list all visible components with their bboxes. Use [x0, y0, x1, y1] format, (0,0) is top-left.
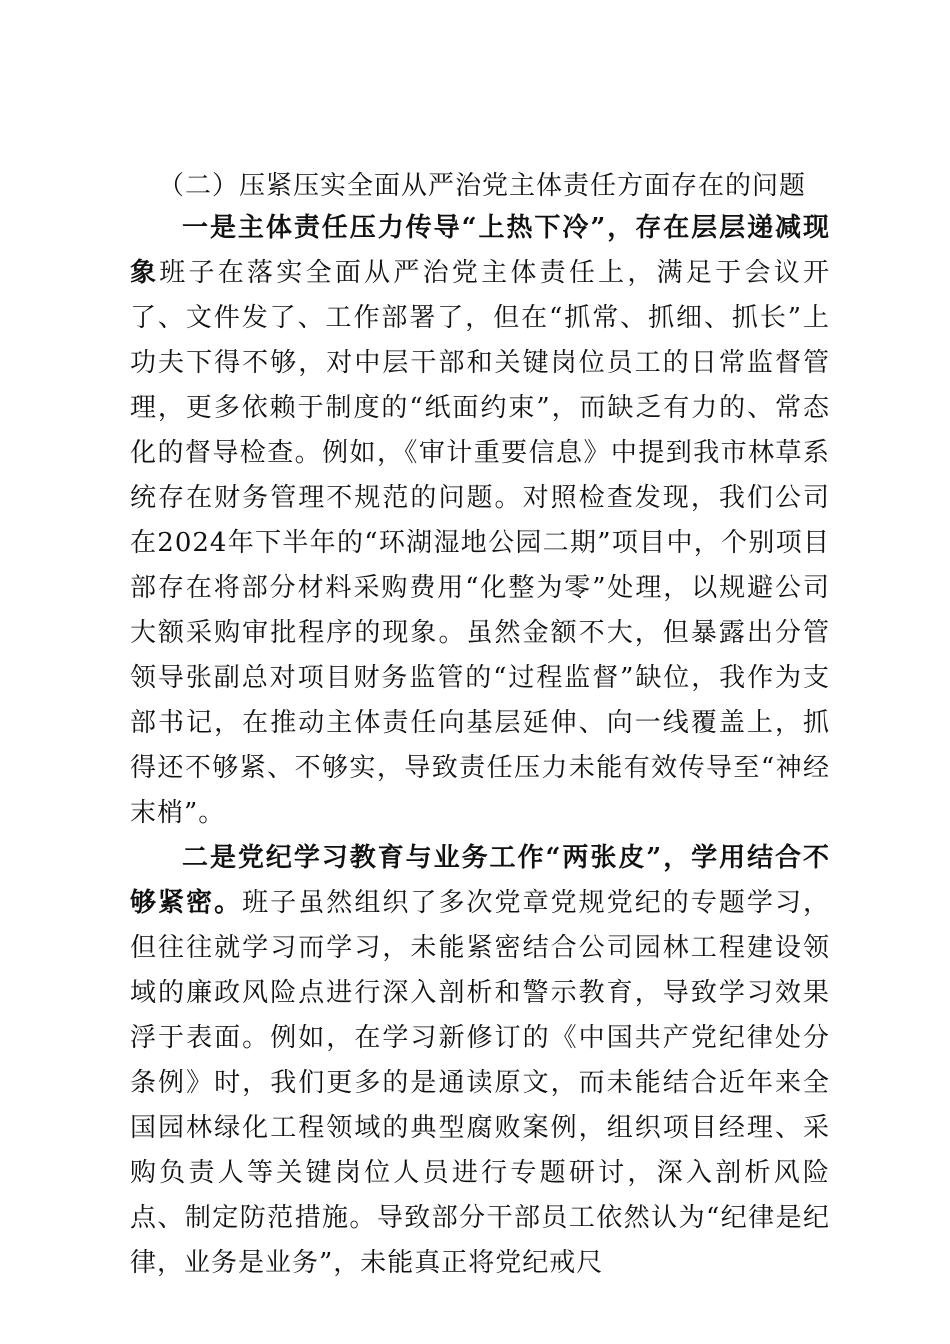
- paragraph-1: [130, 206, 830, 836]
- document-body: [130, 166, 830, 1286]
- paragraph-2: [130, 836, 830, 1286]
- section-heading: （二）压紧压实全面从严治党主体责任方面存在的问题: [158, 171, 807, 201]
- paragraph-1-lead: 一是主体责任压力传导“上热下冷”，存在层层递减现象: [130, 213, 830, 288]
- paragraph-1-body: 班子在落实全面从严治党主体责任上，满足于会议开了、文件发了、工作部署了，但在“抓常、抓细、抓长”上功夫下得不够，对中层干部和关键岗位员工的日常监督管理，更多依赖于制度的“纸面约束”，而缺乏有力的、常态化的督导检查。例如，《审计重要信息》中提到我市林草系统存在财务管理不规范的问题。对照检查发现，我们公司在2024年下半年的“环湖湿地公园二期”项目中，个别项目部存在将部分材料采购费用“化整为零”处理，以规避公司大额采购审批程序的现象。虽然金额不大，但暴露出分管领导张副总对项目财务监管的“过程监督”缺位，我作为支部书记，在推动主体责任向基层延伸、向一线覆盖上，抓得还不够紧、不够实，导致责任压力未能有效传导至“神经末梢”。: [130, 258, 830, 828]
- paragraph-2-lead: 二是党纪学习教育与业务工作“两张皮”，学用结合不够紧密。: [130, 843, 830, 918]
- paragraph-2-body: 班子虽然组织了多次党章党规党纪的专题学习，但往往就学习而学习，未能紧密结合公司园林工程建设领域的廉政风险点进行深入剖析和警示教育，导致学习效果浮于表面。例如，在学习新修订的《中国共产党纪律处分条例》时，我们更多的是通读原文，而未能结合近年来全国园林绿化工程领域的典型腐败案例，组织项目经理、采购负责人等关键岗位人员进行专题研讨，深入剖析风险点、制定防范措施。导致部分干部员工依然认为“纪律是纪律，业务是业务”，未能真正将党纪戒尺: [130, 888, 830, 1278]
